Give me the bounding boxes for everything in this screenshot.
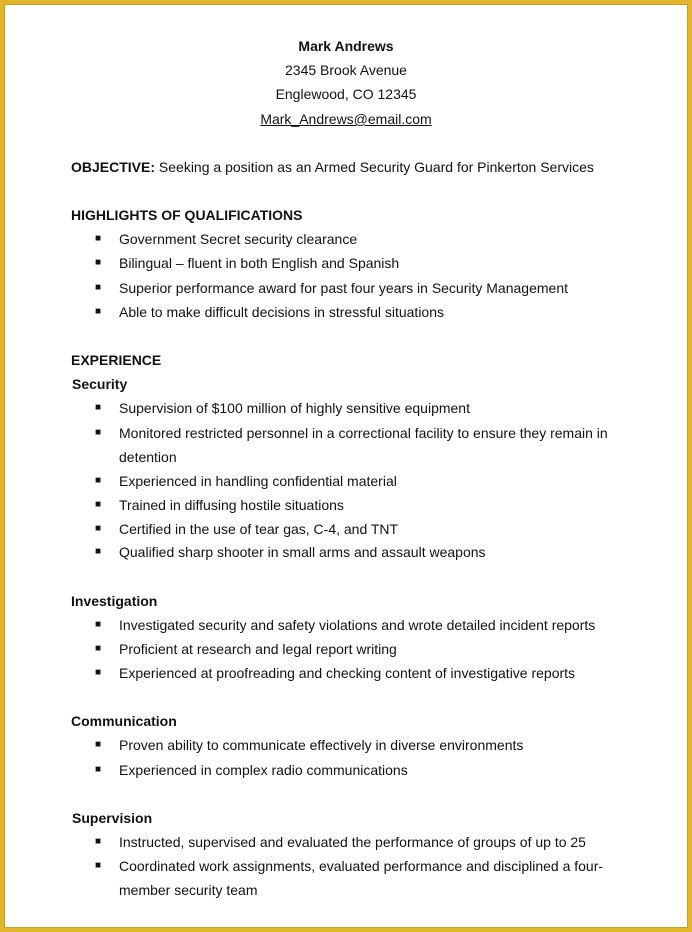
email-link[interactable]: Mark_Andrews@email.com	[260, 111, 432, 127]
list-item: Supervision of $100 million of highly sensitive equipment	[119, 400, 470, 416]
list-item: Coordinated work assignments, evaluated performance and disciplined a four-member security team	[119, 858, 604, 898]
bullet-icon: ■	[95, 546, 102, 557]
list-item: Certified in the use of tear gas, C-4, and TNT	[119, 521, 399, 537]
bullet-icon: ■	[95, 619, 102, 630]
list-item: Qualified sharp shooter in small arms and assault weapons	[119, 544, 486, 560]
bullet-icon: ■	[95, 836, 102, 847]
bullet-icon: ■	[95, 667, 102, 678]
bullet-icon: ■	[95, 643, 102, 654]
street-address: 2345 Brook Avenue	[285, 62, 407, 78]
section-title-supervision: Supervision	[72, 810, 153, 826]
bullet-icon: ■	[95, 499, 102, 510]
list-item: Experienced in complex radio communications	[119, 762, 408, 778]
list-item: Monitored restricted personnel in a correctional facility to ensure they remain in detention	[119, 425, 608, 465]
list-item: Investigated security and safety violations and wrote detailed incident reports	[119, 617, 596, 633]
list-item: Instructed, supervised and evaluated the performance of groups of up to 25	[119, 834, 586, 850]
experience-heading: EXPERIENCE	[71, 352, 162, 368]
objective-line	[71, 157, 594, 177]
objective-text: Seeking a position as an Armed Security Guard for Pinkerton Services	[155, 159, 594, 175]
list-item: Proven ability to communicate effectively in diverse environments	[119, 737, 524, 753]
bullet-icon: ■	[95, 306, 102, 317]
list-item: Able to make difficult decisions in stressful situations	[119, 304, 445, 320]
list-item: Proficient at research and legal report writing	[119, 641, 397, 657]
bullet-icon: ■	[95, 233, 102, 244]
applicant-name: Mark Andrews	[298, 38, 394, 54]
bullet-icon: ■	[95, 427, 102, 438]
bullet-icon: ■	[95, 475, 102, 486]
list-item: Superior performance award for past four years in Security Management	[119, 280, 568, 296]
highlights-heading: HIGHLIGHTS OF QUALIFICATIONS	[71, 207, 303, 223]
section-title-investigation: Investigation	[71, 593, 158, 609]
objective-label: OBJECTIVE:	[71, 159, 156, 175]
bullet-icon: ■	[95, 282, 102, 293]
list-item: Trained in diffusing hostile situations	[119, 497, 344, 513]
list-item: Experienced in handling confidential material	[119, 473, 397, 489]
list-item: Bilingual – fluent in both English and Spanish	[119, 255, 400, 271]
bullet-icon: ■	[95, 523, 102, 534]
bullet-icon: ■	[95, 860, 102, 871]
list-item: Experienced at proofreading and checking content of investigative reports	[119, 665, 576, 681]
section-title-security: Security	[72, 376, 128, 392]
bullet-icon: ■	[95, 257, 102, 268]
bullet-icon: ■	[95, 764, 102, 775]
city-state-zip: Englewood, CO 12345	[275, 86, 417, 102]
section-title-communication: Communication	[71, 713, 177, 729]
bullet-icon: ■	[95, 402, 102, 413]
list-item: Government Secret security clearance	[119, 231, 358, 247]
bullet-icon: ■	[95, 739, 102, 750]
